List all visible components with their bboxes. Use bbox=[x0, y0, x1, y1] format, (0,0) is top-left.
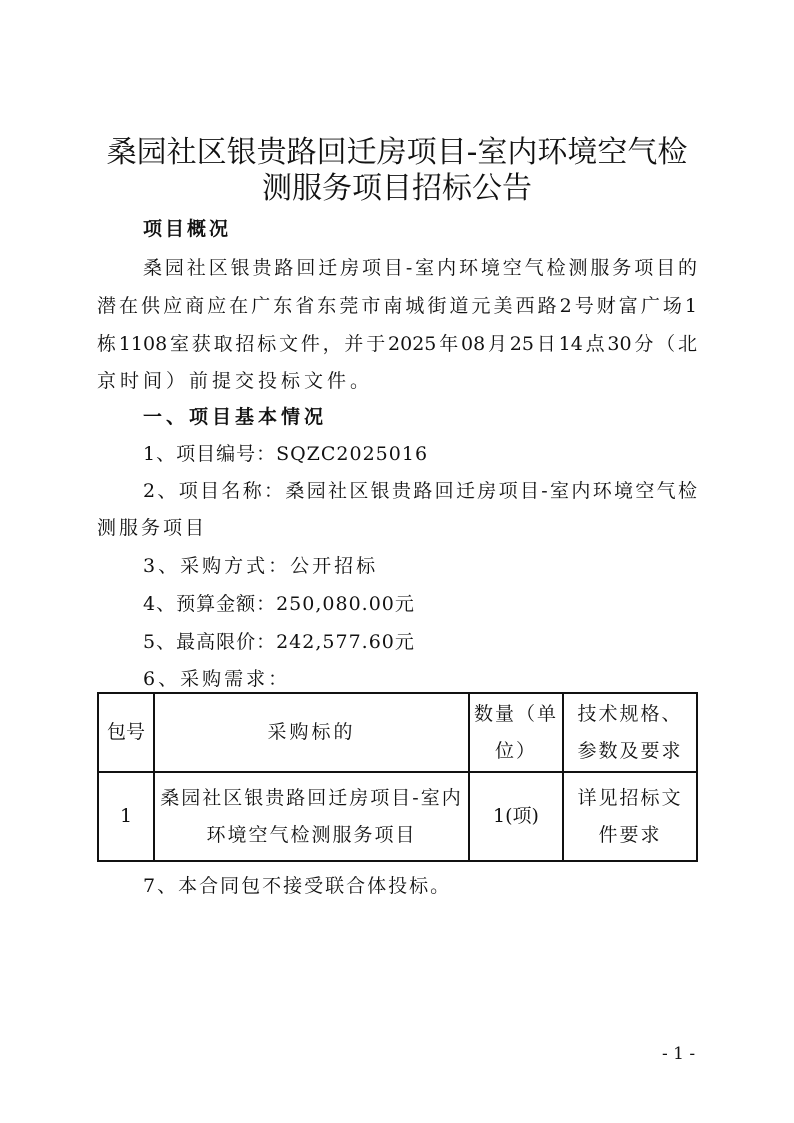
overview-line-1: 桑园社区银贵路回迁房项目-室内环境空气检测服务项目的 bbox=[143, 257, 697, 279]
section-heading-basic-info: 一、项目基本情况 bbox=[143, 406, 328, 428]
project-code: 1、项目编号：SQZC2025016 bbox=[143, 443, 429, 465]
document-title-line-1: 桑园社区银贵路回迁房项目-室内环境空气检 bbox=[106, 135, 688, 170]
header-quantity: 数量（单位） bbox=[469, 693, 563, 772]
table-row bbox=[98, 772, 697, 861]
overview-line-3: 栋1108室获取招标文件，并于2025年08月25日14点30分（北 bbox=[97, 333, 697, 355]
overview-line-2: 潜在供应商应在广东省东莞市南城街道元美西路2号财富广场1 bbox=[97, 295, 697, 317]
max-price: 5、最高限价：242,577.60元 bbox=[143, 631, 415, 653]
cell-package-no: 1 bbox=[98, 772, 154, 861]
header-package-no: 包号 bbox=[98, 693, 154, 772]
overview-heading: 项目概况 bbox=[143, 218, 232, 240]
joint-bid-note: 7、本合同包不接受联合体投标。 bbox=[143, 875, 452, 897]
overview-line-4: 京时间）前提交投标文件。 bbox=[97, 370, 374, 392]
project-name-line-2: 测服务项目 bbox=[97, 517, 208, 539]
cell-spec: 详见招标文件要求 bbox=[563, 772, 697, 861]
budget-amount: 4、预算金额：250,080.00元 bbox=[143, 593, 415, 615]
project-name-line-1: 2、项目名称：桑园社区银贵路回迁房项目-室内环境空气检 bbox=[143, 480, 697, 502]
procurement-table bbox=[97, 692, 698, 862]
procurement-demand-label: 6、采购需求： bbox=[143, 668, 291, 690]
header-subject: 采购标的 bbox=[154, 693, 469, 772]
table-header-row bbox=[98, 693, 697, 772]
cell-subject: 桑园社区银贵路回迁房项目-室内环境空气检测服务项目 bbox=[154, 772, 469, 861]
page-number: - 1 - bbox=[662, 1044, 696, 1064]
document-title-line-2: 测服务项目招标公告 bbox=[262, 171, 532, 206]
header-spec: 技术规格、参数及要求 bbox=[563, 693, 697, 772]
procurement-method: 3、采购方式：公开招标 bbox=[143, 555, 379, 577]
cell-quantity: 1(项) bbox=[469, 772, 563, 861]
